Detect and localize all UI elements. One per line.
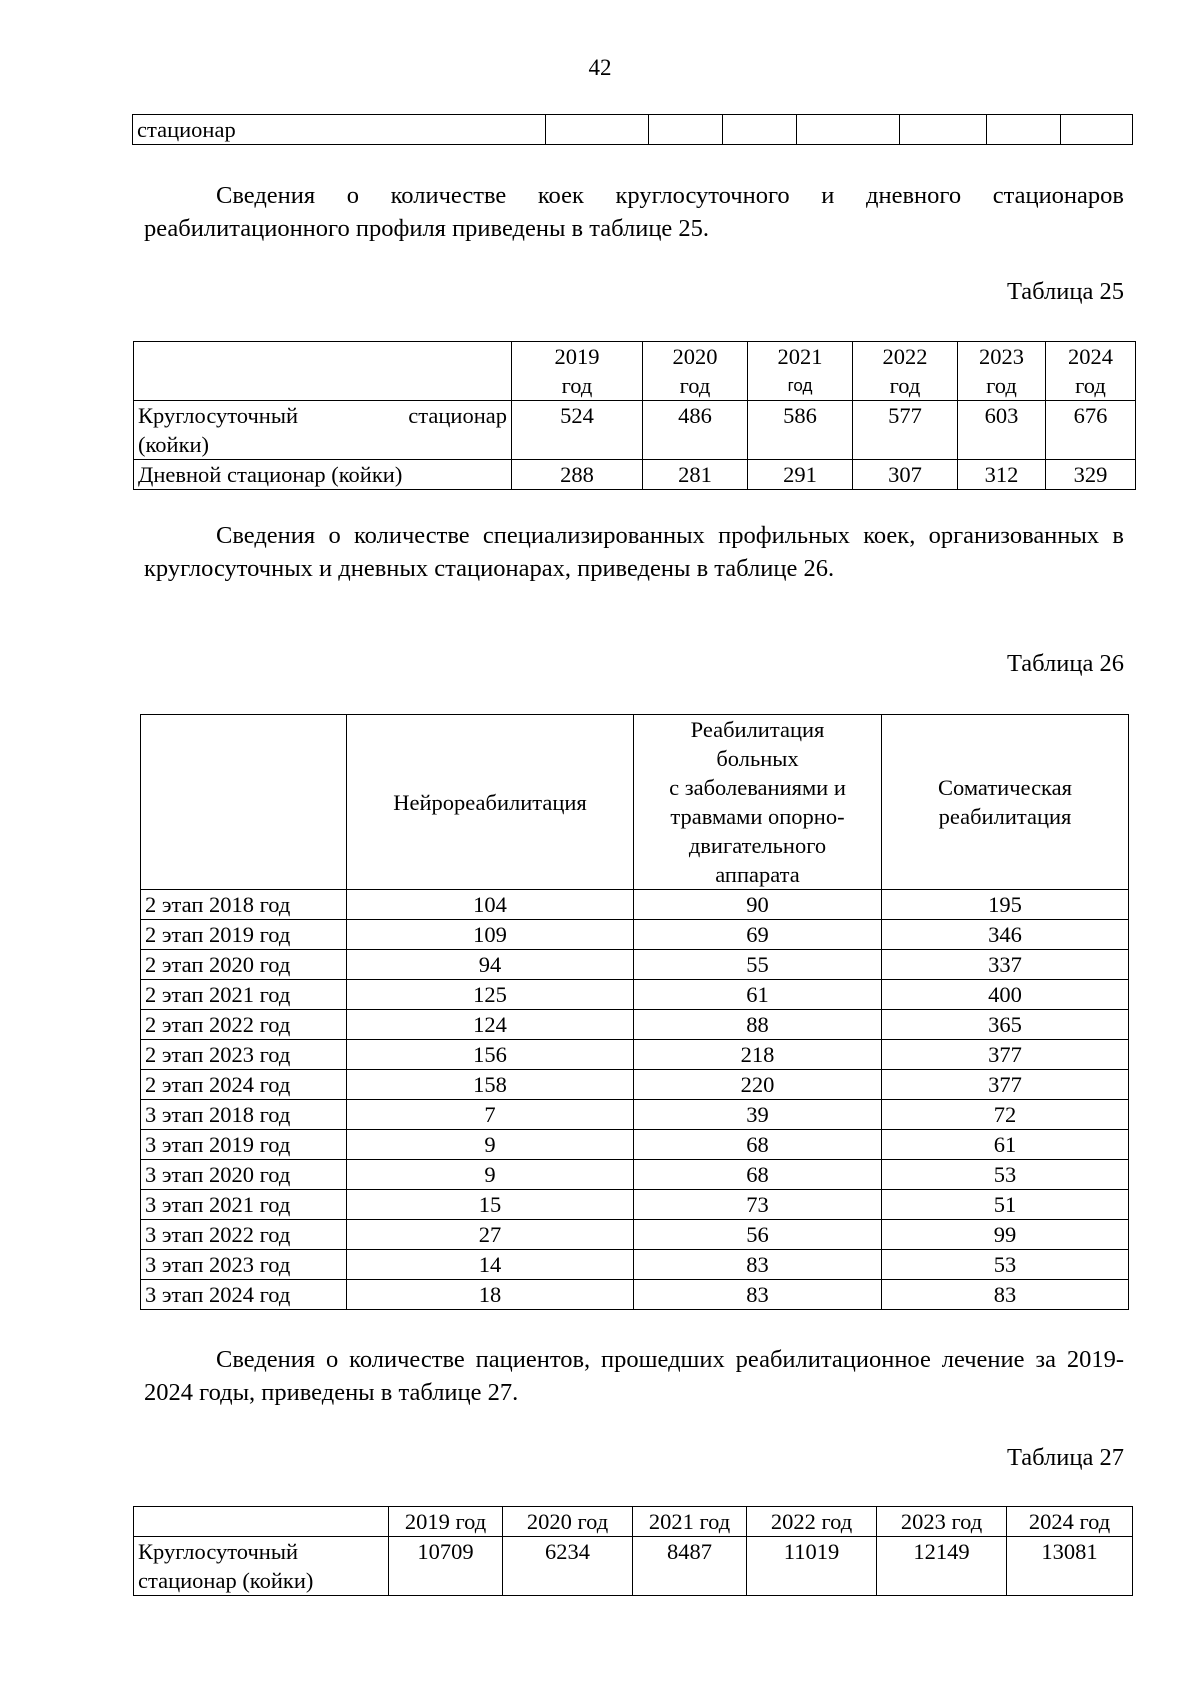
cell-value: 69 xyxy=(634,920,882,950)
row-label: 3 этап 2024 год xyxy=(141,1280,347,1310)
cell-value: 220 xyxy=(634,1070,882,1100)
table-row xyxy=(141,1040,1129,1070)
paragraph-table-26-intro xyxy=(144,519,1124,585)
paragraph-text: Сведения о количестве специализированных профильных коек, организованных в круглосуточных и дневных стационарах, приведены в таблице 26. xyxy=(144,522,1124,582)
row-label: 2 этап 2020 год xyxy=(141,950,347,980)
table-25 xyxy=(133,341,1136,490)
header-2020: 2020 год xyxy=(503,1507,633,1537)
row-label: стационар xyxy=(133,115,546,145)
cell-value: 90 xyxy=(634,890,882,920)
header-empty-cell xyxy=(134,342,512,401)
cell-value: 73 xyxy=(634,1190,882,1220)
row-label: 2 этап 2024 год xyxy=(141,1070,347,1100)
cell-value: 156 xyxy=(347,1040,634,1070)
cell-value: 51 xyxy=(882,1190,1129,1220)
table-header-row xyxy=(134,342,1136,401)
cell-value: 14 xyxy=(347,1250,634,1280)
table-header-row xyxy=(141,715,1129,890)
cell-value: 577 xyxy=(853,401,958,460)
cell-value: 288 xyxy=(512,460,643,490)
cell-value: 486 xyxy=(643,401,748,460)
cell-value: 72 xyxy=(882,1100,1129,1130)
table-26-caption: Таблица 26 xyxy=(1006,650,1124,677)
empty-cell xyxy=(723,115,797,145)
table-row xyxy=(141,1010,1129,1040)
empty-cell xyxy=(1061,115,1133,145)
cell-value: 83 xyxy=(882,1280,1129,1310)
cell-value: 377 xyxy=(882,1040,1129,1070)
page-number: 42 xyxy=(588,55,612,80)
row-label: 2 этап 2018 год xyxy=(141,890,347,920)
cell-value: 15 xyxy=(347,1190,634,1220)
table-row xyxy=(141,950,1129,980)
table-27-caption: Таблица 27 xyxy=(1006,1444,1124,1471)
cell-value: 61 xyxy=(882,1130,1129,1160)
paragraph-table-25-intro xyxy=(144,179,1124,245)
cell-value: 586 xyxy=(748,401,853,460)
row-label: 3 этап 2020 год xyxy=(141,1160,347,1190)
row-label: 2 этап 2021 год xyxy=(141,980,347,1010)
empty-cell xyxy=(546,115,649,145)
header-2019: 2019 год xyxy=(389,1507,503,1537)
empty-cell xyxy=(649,115,723,145)
cell-value: 603 xyxy=(958,401,1046,460)
row-label: Круглосуточный стационар (койки) xyxy=(134,401,512,460)
table-header-row xyxy=(134,1507,1133,1537)
header-empty-cell xyxy=(134,1507,389,1537)
header-2021: 2021 год xyxy=(633,1507,747,1537)
cell-value: 7 xyxy=(347,1100,634,1130)
row-label: 3 этап 2021 год xyxy=(141,1190,347,1220)
cell-value: 53 xyxy=(882,1250,1129,1280)
cell-value: 11019 xyxy=(747,1537,877,1596)
row-label: 2 этап 2022 год xyxy=(141,1010,347,1040)
header-neuro: Нейрореабилитация xyxy=(347,715,634,890)
cell-value: 8487 xyxy=(633,1537,747,1596)
table-row xyxy=(133,115,1133,145)
table-row xyxy=(141,1130,1129,1160)
cell-value: 68 xyxy=(634,1130,882,1160)
table-row xyxy=(141,1100,1129,1130)
cell-value: 83 xyxy=(634,1280,882,1310)
cell-value: 104 xyxy=(347,890,634,920)
row-label: 3 этап 2018 год xyxy=(141,1100,347,1130)
paragraph-text: Сведения о количестве пациентов, прошедших реабилитационное лечение за 2019-2024 годы, приведены в таблице 27. xyxy=(144,1346,1124,1406)
header-empty-cell xyxy=(141,715,347,890)
table-row xyxy=(141,1190,1129,1220)
header-2019: 2019 год xyxy=(512,342,643,401)
cell-value: 400 xyxy=(882,980,1129,1010)
table-row xyxy=(134,460,1136,490)
cell-value: 337 xyxy=(882,950,1129,980)
header-somatic: Соматическая реабилитация xyxy=(882,715,1129,890)
cell-value: 365 xyxy=(882,1010,1129,1040)
header-2023: 2023 год xyxy=(958,342,1046,401)
cell-value: 9 xyxy=(347,1160,634,1190)
cell-value: 124 xyxy=(347,1010,634,1040)
cell-value: 346 xyxy=(882,920,1129,950)
cell-value: 94 xyxy=(347,950,634,980)
header-2023: 2023 год xyxy=(877,1507,1007,1537)
cell-value: 83 xyxy=(634,1250,882,1280)
table-row xyxy=(141,890,1129,920)
header-2022: 2022 год xyxy=(853,342,958,401)
row-label: Дневной стационар (койки) xyxy=(134,460,512,490)
cell-value: 307 xyxy=(853,460,958,490)
table-row xyxy=(134,401,1136,460)
cell-value: 53 xyxy=(882,1160,1129,1190)
table-27 xyxy=(133,1506,1133,1596)
cell-value: 109 xyxy=(347,920,634,950)
table-row xyxy=(141,1070,1129,1100)
cell-value: 56 xyxy=(634,1220,882,1250)
header-musculoskeletal: Реабилитация больных с заболеваниями и травмами опорно- двигательного аппарата xyxy=(634,715,882,890)
cell-value: 55 xyxy=(634,950,882,980)
table-row xyxy=(141,1220,1129,1250)
header-2020: 2020 год xyxy=(643,342,748,401)
continued-table xyxy=(132,114,1133,145)
cell-value: 12149 xyxy=(877,1537,1007,1596)
cell-value: 329 xyxy=(1046,460,1136,490)
cell-value: 99 xyxy=(882,1220,1129,1250)
cell-value: 18 xyxy=(347,1280,634,1310)
table-row xyxy=(141,980,1129,1010)
cell-value: 312 xyxy=(958,460,1046,490)
row-label: 2 этап 2019 год xyxy=(141,920,347,950)
cell-value: 6234 xyxy=(503,1537,633,1596)
empty-cell xyxy=(987,115,1061,145)
empty-cell xyxy=(900,115,987,145)
row-label: Круглосуточный стационар (койки) xyxy=(134,1537,389,1596)
cell-value: 125 xyxy=(347,980,634,1010)
row-label: 2 этап 2023 год xyxy=(141,1040,347,1070)
cell-value: 68 xyxy=(634,1160,882,1190)
cell-value: 61 xyxy=(634,980,882,1010)
row-label: 3 этап 2023 год xyxy=(141,1250,347,1280)
cell-value: 27 xyxy=(347,1220,634,1250)
cell-value: 9 xyxy=(347,1130,634,1160)
cell-value: 524 xyxy=(512,401,643,460)
header-2021: 2021 год xyxy=(748,342,853,401)
table-row xyxy=(134,1537,1133,1596)
cell-value: 291 xyxy=(748,460,853,490)
empty-cell xyxy=(797,115,900,145)
table-row xyxy=(141,920,1129,950)
cell-value: 676 xyxy=(1046,401,1136,460)
header-2022: 2022 год xyxy=(747,1507,877,1537)
cell-value: 13081 xyxy=(1007,1537,1133,1596)
header-2024: 2024 год xyxy=(1046,342,1136,401)
cell-value: 39 xyxy=(634,1100,882,1130)
paragraph-table-27-intro xyxy=(144,1343,1124,1409)
row-label: 3 этап 2022 год xyxy=(141,1220,347,1250)
cell-value: 195 xyxy=(882,890,1129,920)
table-row xyxy=(141,1160,1129,1190)
header-2024: 2024 год xyxy=(1007,1507,1133,1537)
table-25-caption: Таблица 25 xyxy=(1006,278,1124,305)
paragraph-text: Сведения о количестве коек круглосуточного и дневного стационаров реабилитационного профиля приведены в таблице 25. xyxy=(144,182,1124,242)
cell-value: 218 xyxy=(634,1040,882,1070)
cell-value: 281 xyxy=(643,460,748,490)
cell-value: 10709 xyxy=(389,1537,503,1596)
cell-value: 88 xyxy=(634,1010,882,1040)
table-26 xyxy=(140,714,1129,1310)
row-label: 3 этап 2019 год xyxy=(141,1130,347,1160)
table-row xyxy=(141,1250,1129,1280)
table-row xyxy=(141,1280,1129,1310)
cell-value: 158 xyxy=(347,1070,634,1100)
cell-value: 377 xyxy=(882,1070,1129,1100)
